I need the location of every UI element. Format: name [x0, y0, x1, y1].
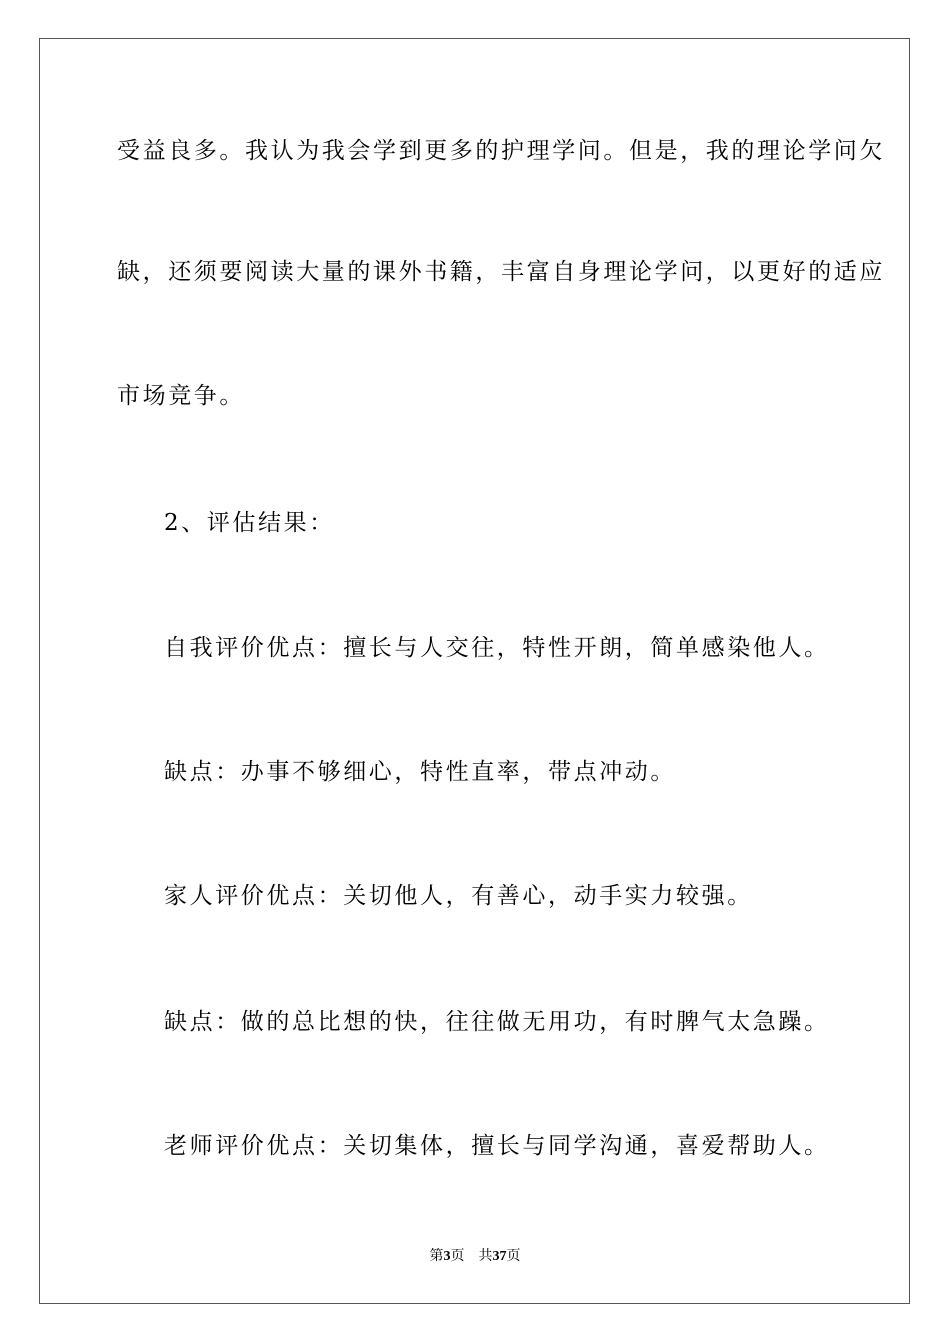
self-evaluation-strengths: 自我评价优点：擅长与人交往，特性开朗，简单感染他人。 [164, 635, 830, 661]
page-suffix: 页 [450, 1249, 465, 1264]
paragraph-line-3: 市场竞争。 [117, 383, 245, 409]
teacher-evaluation-strengths: 老师评价优点：关切集体，擅长与同学沟通，喜爱帮助人。 [164, 1133, 830, 1159]
total-suffix: 页 [506, 1249, 521, 1264]
page-footer [0, 1248, 950, 1266]
family-evaluation-strengths: 家人评价优点：关切他人，有善心，动手实力较强。 [164, 883, 753, 909]
family-evaluation-weaknesses: 缺点：做的总比想的快，往往做无用功，有时脾气太急躁。 [164, 1009, 830, 1035]
total-prefix: 共 [478, 1249, 493, 1264]
page-prefix: 第 [429, 1249, 444, 1264]
self-evaluation-weaknesses: 缺点：办事不够细心，特性直率，带点冲动。 [164, 759, 676, 785]
total-pages: 37 [492, 1249, 507, 1264]
page-number: 3 [443, 1249, 451, 1264]
section-heading-assessment: 2、评估结果： [164, 510, 335, 536]
paragraph-line-2: 缺，还须要阅读大量的课外书籍，丰富自身理论学问，以更好的适应 [117, 259, 885, 285]
page-border [39, 38, 910, 1304]
paragraph-line-1: 受益良多。我认为我会学到更多的护理学问。但是，我的理论学问欠 [117, 138, 885, 164]
